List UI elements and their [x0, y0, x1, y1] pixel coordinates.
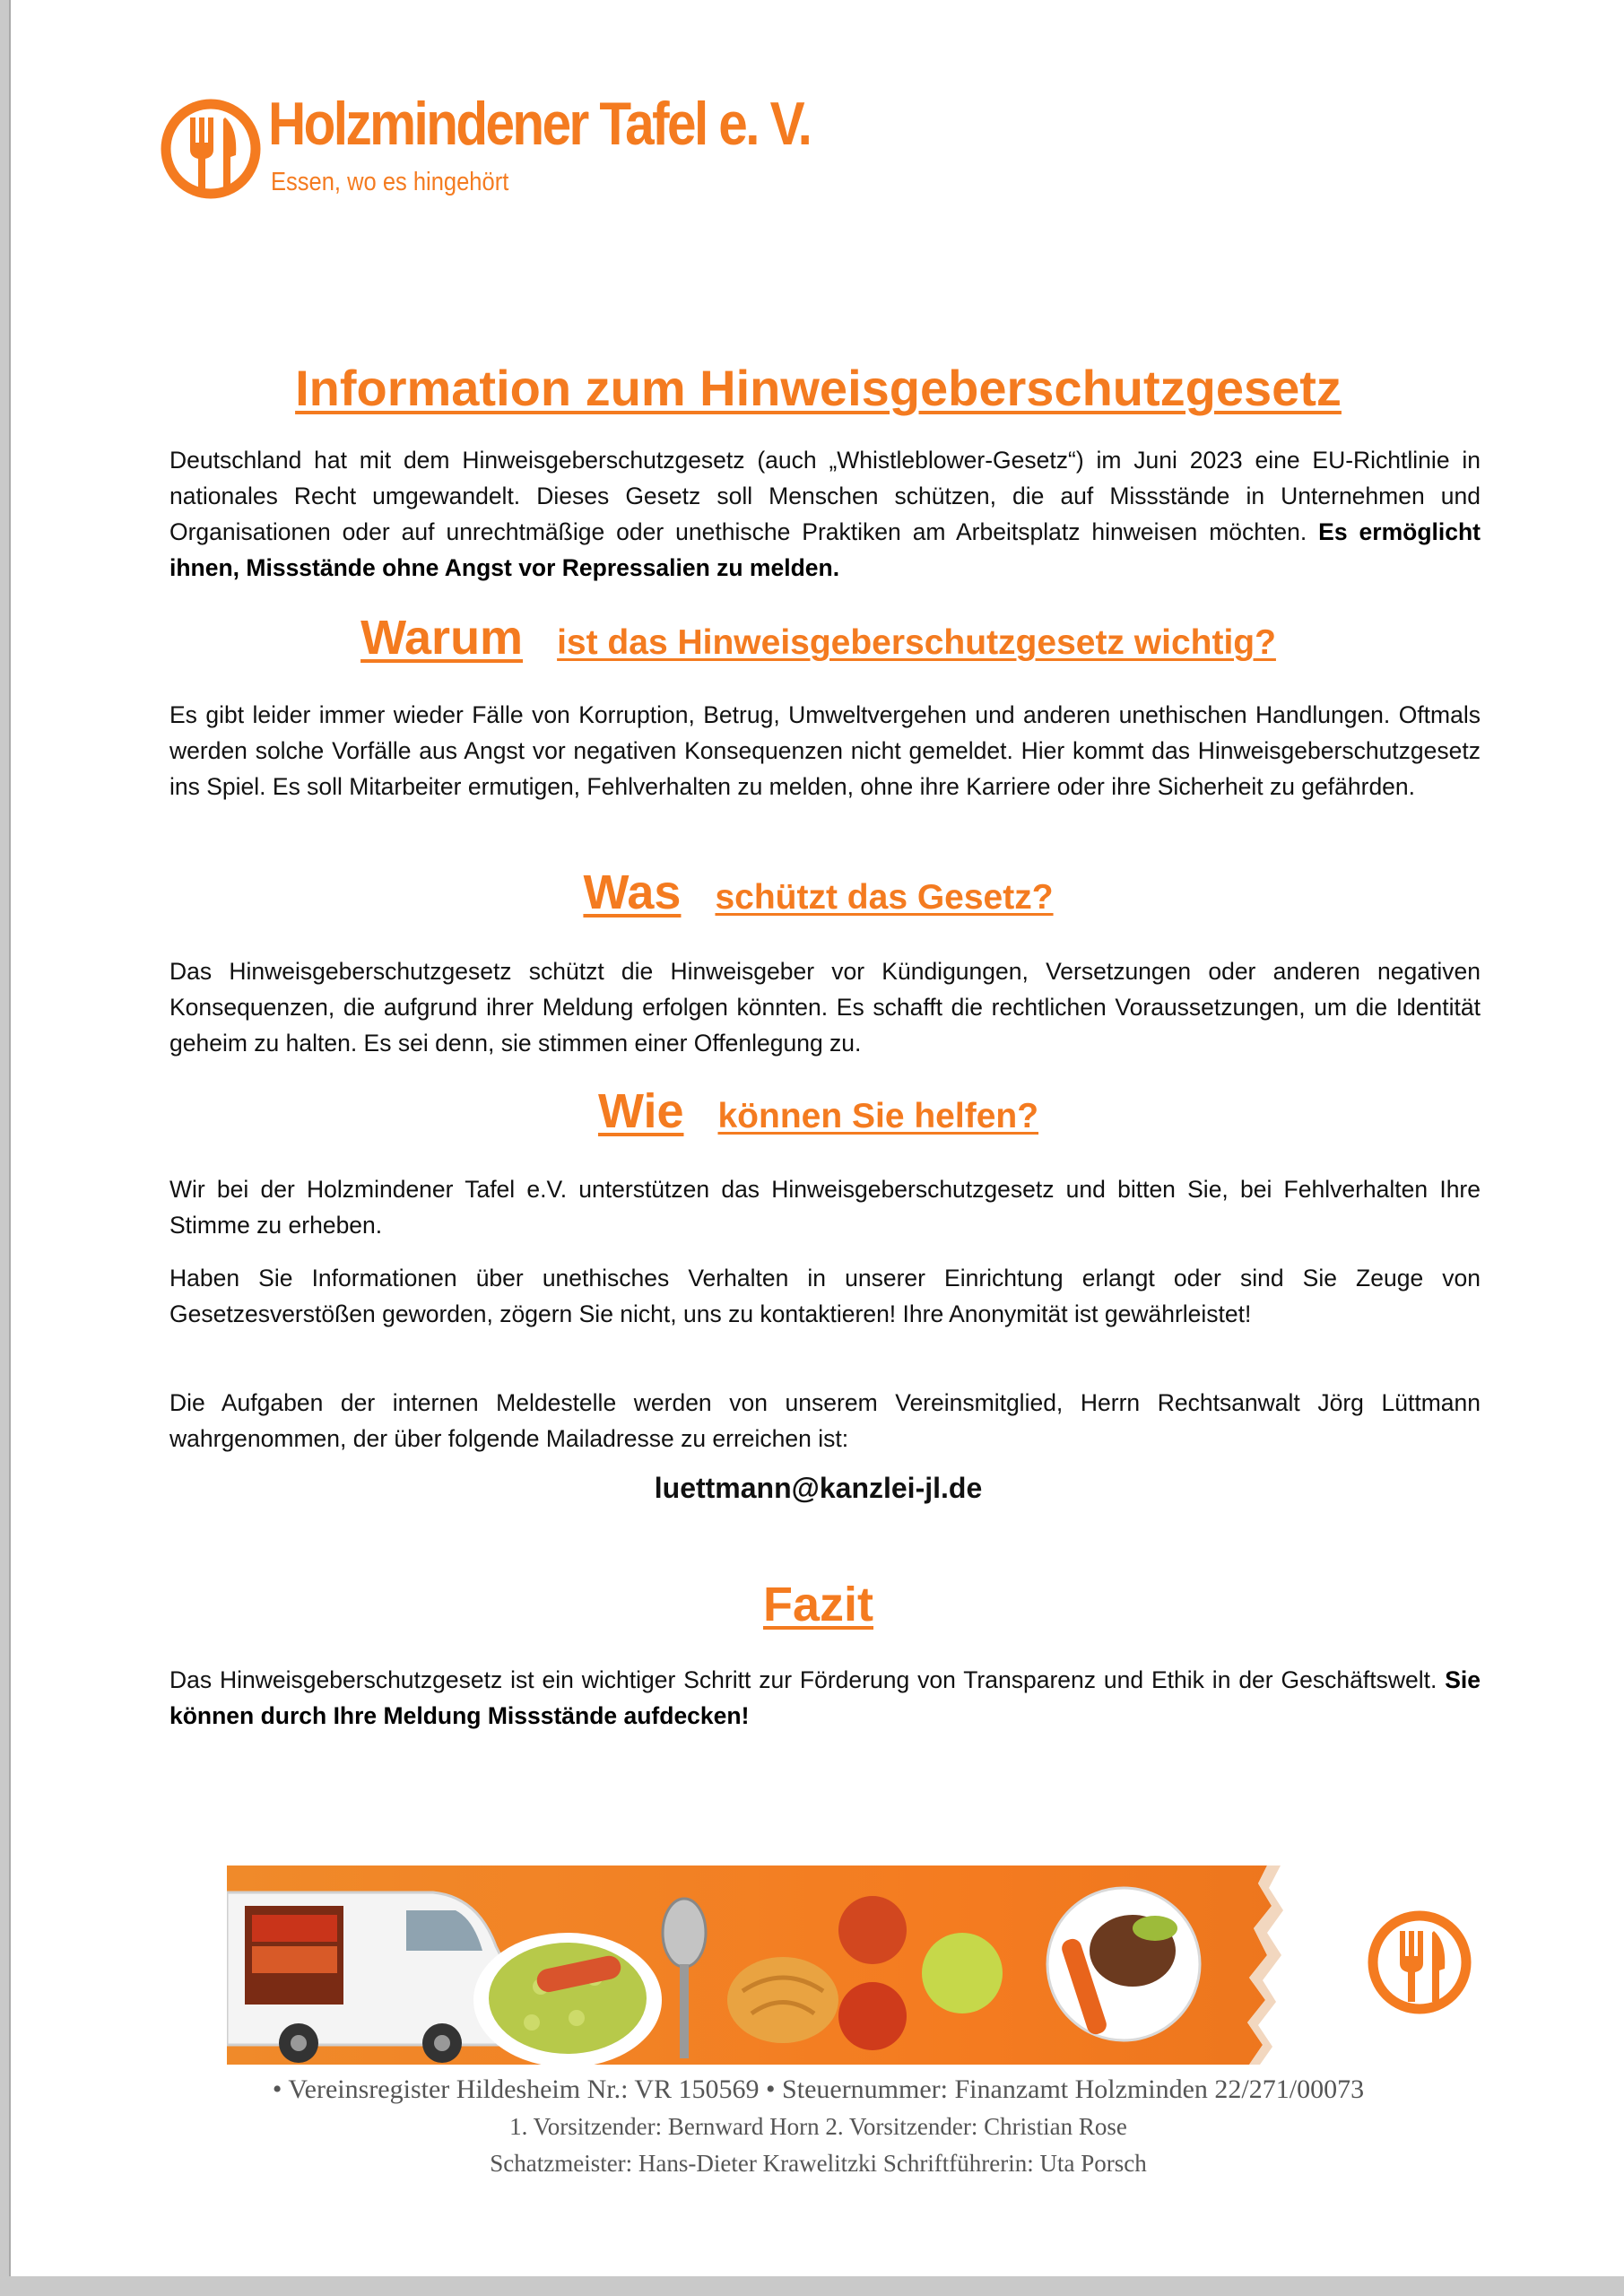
pea-soup-with-sausage [473, 1933, 662, 2065]
plate-with-meal [1047, 1888, 1200, 2040]
document-page [9, 0, 1624, 2276]
contact-email: luettmann@kanzlei-jl.de [654, 1472, 983, 1504]
page-title: Information zum Hinweisgeberschutzgesetz [295, 360, 1342, 416]
conclusion-paragraph [169, 1662, 1481, 1734]
section-paragraph-was: Das Hinweisgeberschutzgesetz schützt die Hinweisgeber vor Kündigungen, Versetzungen oder anderen negativen Konsequenzen, die aufgrund ihrer Meldung erfolgen könnten. Es schafft die rechtlichen Voraussetzungen, um die Identität geheim zu halten. Es sei denn, sie stimmen einer Offenlegung zu. [169, 958, 1481, 1057]
heading-keyword: Warum [360, 611, 524, 665]
heading-rest: schützt das Gesetz? [715, 878, 1054, 917]
bread-roll [727, 1957, 838, 2043]
intro-paragraph [169, 442, 1481, 586]
section-paragraph-wie-3: Die Aufgaben der internen Meldestelle werden von unserem Vereinsmitglied, Herrn Rechtsanwalt Jörg Lüttmann wahrgenommen, der über folgende Mailadresse zu erreichen ist: [169, 1389, 1481, 1452]
heading-keyword: Was [583, 865, 682, 919]
logo-tagline: Essen, wo es hingehört [271, 168, 509, 196]
section-heading-wie [11, 1083, 1624, 1139]
section-heading-warum [11, 610, 1624, 665]
footer-registry-line: • Vereinsregister Hildesheim Nr.: VR 150569 • Steuernummer: Finanzamt Holzminden 22/271/00073 [272, 2074, 1365, 2104]
heading-keyword: Wie [597, 1084, 684, 1138]
section-paragraph-warum: Es gibt leider immer wieder Fälle von Korruption, Betrug, Umweltvergehen und anderen unethischen Handlungen. Oftmals werden solche Vorfälle aus Angst vor negativen Konsequenzen nicht gemeldet. Hier kommt das Hinweisgeberschutzgesetz ins Spiel. Es soll Mitarbeiter ermutigen, Fehlverhalten zu melden, ohne ihre Karriere oder ihre Sicherheit zu gefährden. [169, 701, 1481, 800]
conclusion-bold-text: Sie können durch Ihre Meldung Missstände aufdecken! [169, 1666, 1481, 1729]
footer-treasurer-line: Schatzmeister: Hans-Dieter Krawelitzki Schriftführerin: Uta Porsch [490, 2150, 1147, 2177]
heading-rest: können Sie helfen? [717, 1097, 1039, 1135]
fork-knife-icon [161, 92, 266, 205]
delivery-van [227, 1892, 514, 2063]
conclusion-heading: Fazit [762, 1578, 873, 1631]
logo [161, 92, 842, 209]
intro-bold-text: Es ermöglicht ihnen, Missstände ohne Angst vor Repressalien zu melden. [169, 518, 1481, 581]
intro-text: Deutschland hat mit dem Hinweisgeberschutzgesetz (auch „Whistleblower-Gesetz“) im Juni 2023 eine EU-Richtlinie in nationales Recht umgewandelt. Dieses Gesetz soll Menschen schützen, die auf Missstände in Unternehmen und Organisationen oder auf unrechtmäßige oder unethische Praktiken am Arbeitsplatz hinweisen möchten. [169, 447, 1481, 545]
section-paragraph-wie-1: Wir bei der Holzmindener Tafel e.V. unterstützen das Hinweisgeberschutzgesetz und bitten Sie, bei Fehlverhalten Ihre Stimme zu erheben. [169, 1176, 1481, 1239]
conclusion-text: Das Hinweisgeberschutzgesetz ist ein wichtiger Schritt zur Förderung von Transparenz und Ethik in der Geschäftswelt. [169, 1666, 1437, 1693]
section-paragraph-wie-2: Haben Sie Informationen über unethisches Verhalten in unserer Einrichtung erlangt oder sind Sie Zeuge von Gesetzesverstößen geworden, zögern Sie nicht, uns zu kontaktieren! Ihre Anonymität ist gewährleistet! [169, 1265, 1481, 1327]
food-banner-image [227, 1866, 1487, 2065]
heading-rest: ist das Hinweisgeberschutzgesetz wichtig? [557, 623, 1276, 662]
footer-board-line: 1. Vorsitzender: Bernward Horn 2. Vorsitzender: Christian Rose [509, 2113, 1127, 2140]
section-heading-was [11, 865, 1624, 920]
logo-name: Holzmindener Tafel e. V. [268, 90, 811, 158]
